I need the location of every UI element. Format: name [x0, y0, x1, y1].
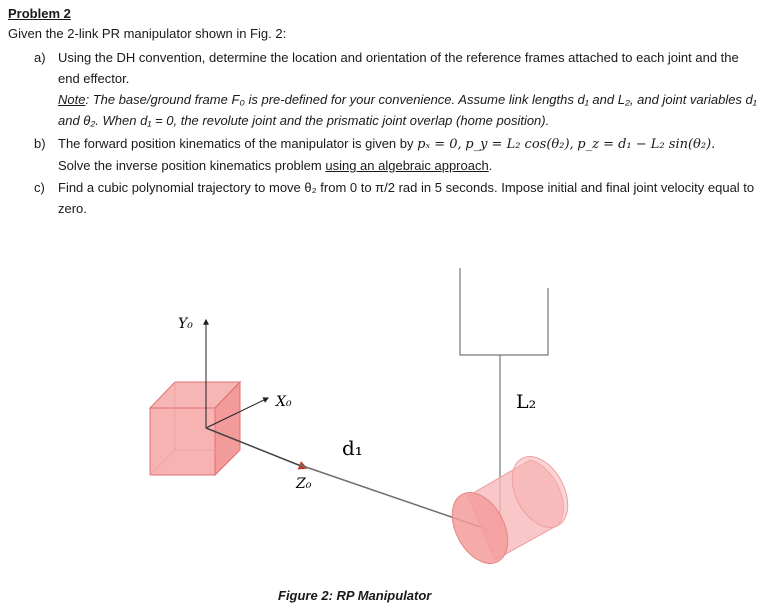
- part-c-body: [58, 177, 759, 219]
- y0-label: Y₀: [178, 316, 193, 332]
- part-c-text: Find a cubic polynomial trajectory to move θ₂ from 0 to π/2 rad in 5 seconds. Impose initial and final joint velocity equal to zero.: [58, 180, 755, 216]
- part-a-text: Using the DH convention, determine the location and orientation of the reference frames attached to each joint and the end effector.: [58, 50, 739, 86]
- part-b-line2: [58, 155, 759, 176]
- part-b-body: [58, 133, 759, 176]
- note-text: : The base/ground frame F₀ is pre-defined for your convenience. Assume link lengths d₁ and L₂, and joint variables d₁ and θ₂. When d₁ = 0, the revolute joint and the prismatic joint overlap (home position).: [58, 92, 757, 128]
- base-cube: [150, 382, 240, 475]
- part-b-text2: Solve the inverse position kinematics problem: [58, 158, 326, 173]
- equation-pz: p_z = d₁ − L₂ sin(θ₂).: [577, 137, 716, 152]
- part-a-note: [58, 89, 759, 131]
- part-a: [34, 47, 759, 131]
- algebraic-approach-text: using an algebraic approach: [325, 158, 489, 173]
- revolute-joint-cylinder: [441, 447, 579, 573]
- part-b-text: The forward position kinematics of the manipulator is given by: [58, 136, 418, 151]
- part-b: [34, 133, 759, 176]
- part-b-line1: [58, 133, 759, 155]
- equation-py: p_y = L₂ cos(θ₂),: [465, 137, 574, 152]
- z0-label: Z₀: [296, 476, 312, 492]
- part-c-label: c): [34, 180, 45, 195]
- part-b-label: b): [34, 136, 46, 151]
- d1-label: d₁: [342, 436, 363, 460]
- part-b-text2-end: .: [488, 158, 493, 173]
- note-label: Note: [58, 92, 86, 107]
- x0-label: X₀: [276, 394, 292, 410]
- l2-label: L₂: [516, 391, 537, 413]
- end-effector-gripper: [460, 268, 548, 355]
- problem-title: Problem 2: [8, 6, 71, 21]
- rp-manipulator-figure: [0, 240, 765, 585]
- part-c: [34, 177, 759, 219]
- equation-px: pₓ = 0,: [417, 137, 462, 152]
- part-a-body: [58, 47, 759, 131]
- figure-caption: Figure 2: RP Manipulator: [278, 588, 432, 603]
- part-a-label: a): [34, 50, 46, 65]
- problem-intro: Given the 2-link PR manipulator shown in Fig. 2:: [8, 26, 287, 41]
